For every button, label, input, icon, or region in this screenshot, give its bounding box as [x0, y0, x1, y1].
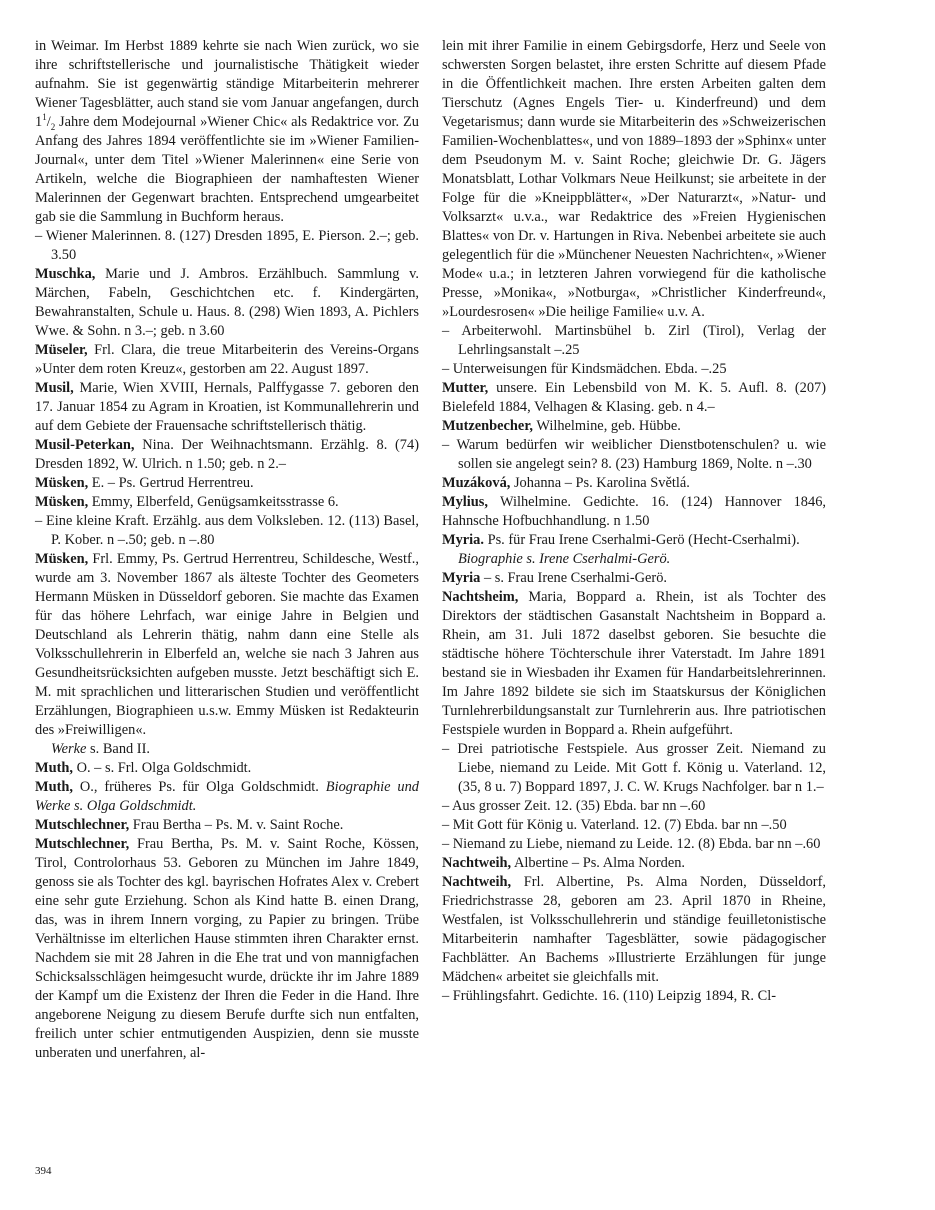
- entry-text: s. Band II.: [86, 741, 150, 757]
- entry-text: lein mit ihrer Familie in einem Gebirgsdorfe, Herz und Seele von schwersten Sorgen belastet, ihre ersten Schritte auf diesem Pfade in die Öffentlichkeit machen. Ihre ersten Arbeiten galten dem Tierschutz (Agnes Engels Tier- u. Kinderfreund) und dem Vegetarismus; dann wurde sie Mitarbeiterin des »Schweizerischen Familien-Wochenblattes«, und von 1889–1893 der »Sphinx« unter dem Pseudonym M. v. Saint Roche; gleichwie Dr. G. Jägers Monatsblatt, Lothar Volkmars Neue Heilkunst; sie arbeitete in der Folge für die »Kneippblätter«, »Der Naturarzt«, »Natur- und Volksarzt« u.v.a., war Redaktrice des »Freien Hygienischen Blattes« von Dr. v. Hartungen in Riva. Nebenbei arbeitete sie auch gelegentlich für die »Münchener Neuesten Nachrichten«, »Wiener Mode« u.a.; in letzteren Jahren vorwiegend für die katholische Presse, »Monika«, »Notburga«, »Christlicher Kinderfreund«, »Lourdesrosen« »Die heilige Familie« u.v. A.: [442, 38, 826, 320]
- entry-text: – Unterweisungen für Kindsmädchen. Ebda. –.25: [442, 361, 727, 377]
- entry-text: O. – s. Frl. Olga Goldschmidt.: [72, 760, 252, 776]
- entry-heading: Müsken,: [35, 551, 89, 567]
- entry-text: Frau Bertha, Ps. M. v. Saint Roche, Kössen, Tirol, Controlorhaus 53. Geboren zu München im Jahre 1849, genoss sie als Tochter des kgl. bayrischen Hofrates Alex v. Crebert eine sehr gute Erziehung. Schon als Kind hatte B. einen Drang, das, was in ihrem Innern vorging, zu Papier zu bringen. Trübe Verhältnisse im elterlichen Hause stimmten ihren Charakter ernst. Nachdem sie mit 28 Jahren in die Ehe trat und von mannigfachen Schicksalsschlägen heimgesucht wurde, drückte ihr im Jahre 1889 der Kampf um die Existenz der Ihren die Feder in die Hand. Ihre angeborene Neigung zu diesem Berufe durfte sich nun entfalten, freilich unter schier entmutigenden Auspizien, denn sie musste unberaten und unerfahren, al-: [35, 836, 419, 1061]
- entry-paragraph: [35, 37, 419, 227]
- left-column: [35, 37, 419, 1063]
- entry-text: Frl. Albertine, Ps. Alma Norden, Düsseldorf, Friedrichstrasse 28, geboren am 23. April 1870 in Rheine, Westfalen, ist Volksschullehrerin und ständige feuilletonistische Mitarbeiterin namhafter Tagesblätter, sowie pädagogischer Fachblätter. An Bachems »Illustrierte Erzählungen für junge Mädchen« arbeitet sie gleichfalls mit.: [442, 874, 826, 985]
- entry-paragraph: [35, 265, 419, 341]
- entry-paragraph: [442, 531, 826, 550]
- entry-text: Wilhelmine, geb. Hübbe.: [533, 418, 681, 434]
- entry-heading: Musil-Peterkan,: [35, 437, 135, 453]
- bibliography-item: [442, 740, 826, 797]
- entry-heading: Müsken,: [35, 494, 89, 510]
- entry-text: Nina. Der Weihnachtsmann. Erzählg. 8. (74) Dresden 1892, W. Ulrich. n 1.50; geb. n 2.–: [35, 437, 419, 472]
- entry-paragraph: [442, 873, 826, 987]
- entry-text: unsere. Ein Lebensbild von M. K. 5. Aufl. 8. (207) Bielefeld 1884, Velhagen & Klasing. geb. n 4.–: [442, 380, 826, 415]
- entry-heading: Mutschlechner,: [35, 817, 130, 833]
- entry-heading: Nachtsheim,: [442, 589, 519, 605]
- entry-paragraph: [442, 588, 826, 740]
- entry-paragraph: [442, 37, 826, 322]
- entry-heading: Mutzenbecher,: [442, 418, 533, 434]
- entry-heading: Nachtweih,: [442, 855, 512, 871]
- entry-text: in Weimar. Im Herbst 1889 kehrte sie nach Wien zurück, wo sie ihre schriftstellerische und journalistische Thätigkeit wieder aufnahm. Sie ist gegenwärtig ständige Mitarbeiterin mehrerer Wiener Tagesblätter, auch stand sie vom Januar angefangen, durch 1: [35, 38, 419, 130]
- bibliography-item: [442, 436, 826, 474]
- bibliography-item: [442, 835, 826, 854]
- entry-paragraph: [442, 854, 826, 873]
- entry-text: Frl. Emmy, Ps. Gertrud Herrentreu, Schildesche, Westf., wurde am 3. November 1867 als älteste Tochter des Geometers Hermann Müsken in Düsseldorf geboren. Sie machte das Examen für das höhere Lehrfach, war einige Jahre in Belgien und Deutschland als Lehrerin thätig, nahm dann eine Stelle als Volksschullehrerin in Elberfeld an, welche sie nach 3 Jahren aus Gesundheitsrücksichten aufgeben musste. Jetzt beschäftigt sich E. M. mit sprachlichen und litterarischen Studien und veröffentlicht Erzählungen, Biographieen u.s.w. Emmy Müsken ist Redakteurin des »Freiwilligen«.: [35, 551, 419, 738]
- entry-text: – Wiener Malerinnen. 8. (127) Dresden 1895, E. Pierson. 2.–; geb. 3.50: [35, 228, 419, 263]
- page-number: 394: [35, 1165, 52, 1177]
- entry-paragraph: [35, 550, 419, 740]
- entry-paragraph: [442, 550, 826, 569]
- entry-text: – Eine kleine Kraft. Erzählg. aus dem Volksleben. 12. (113) Basel, P. Kober. n –.50; geb. n –.80: [35, 513, 419, 548]
- entry-paragraph: [35, 436, 419, 474]
- entry-text: Biographie s. Irene Cserhalmi-Gerö.: [458, 551, 671, 567]
- entry-text: /: [46, 114, 51, 130]
- entry-text: 1: [42, 112, 47, 123]
- entry-paragraph: [442, 569, 826, 588]
- right-column: [442, 37, 826, 1006]
- entry-text: Frau Bertha – Ps. M. v. Saint Roche.: [129, 817, 344, 833]
- entry-text: Biographie und Werke s. Olga Goldschmidt.: [35, 779, 419, 814]
- entry-paragraph: [35, 816, 419, 835]
- entry-heading: Muth,: [35, 779, 73, 795]
- entry-text: – Niemand zu Liebe, niemand zu Leide. 12. (8) Ebda. bar nn –.60: [442, 836, 821, 852]
- entry-text: Albertine – Ps. Alma Norden.: [511, 855, 686, 871]
- entry-text: – Arbeiterwohl. Martinsbühel b. Zirl (Tirol), Verlag der Lehrlingsanstalt –.25: [442, 323, 826, 358]
- entry-paragraph: [442, 493, 826, 531]
- entry-heading: Mutschlechner,: [35, 836, 130, 852]
- entry-heading: Mutter,: [442, 380, 489, 396]
- entry-heading: Muschka,: [35, 266, 96, 282]
- entry-heading: Musil,: [35, 380, 74, 396]
- entry-paragraph: [35, 474, 419, 493]
- entry-paragraph: [35, 493, 419, 512]
- entry-text: – s. Frau Irene Cserhalmi-Gerö.: [480, 570, 667, 586]
- bibliography-item: [35, 512, 419, 550]
- entry-paragraph: [35, 379, 419, 436]
- entry-heading: Muzáková,: [442, 475, 511, 491]
- bibliography-item: [35, 227, 419, 265]
- entry-heading: Müsken,: [35, 475, 89, 491]
- bibliography-item: [442, 987, 826, 1006]
- entry-heading: Müseler,: [35, 342, 88, 358]
- entry-text: E. – Ps. Gertrud Herrentreu.: [88, 475, 254, 491]
- entry-text: – Mit Gott für König u. Vaterland. 12. (7) Ebda. bar nn –.50: [442, 817, 787, 833]
- entry-heading: Nachtweih,: [442, 874, 512, 890]
- entry-paragraph: [35, 341, 419, 379]
- bibliography-item: [442, 797, 826, 816]
- entry-text: – Drei patriotische Festspiele. Aus grosser Zeit. Niemand zu Liebe, niemand zu Leide. Mit Gott f. König u. Vaterland. 12, (35, 8 u. 7) Boppard 1897, J. C. W. Krugs Nachfolger. bar n 1.–: [442, 741, 826, 795]
- entry-paragraph: [35, 835, 419, 1063]
- entry-paragraph: [35, 759, 419, 778]
- entry-heading: Mylius,: [442, 494, 488, 510]
- entry-heading: Myria: [442, 570, 481, 586]
- entry-paragraph: [442, 379, 826, 417]
- entry-heading: Myria.: [442, 532, 484, 548]
- entry-text: Marie, Wien XVIII, Hernals, Palffygasse 7. geboren den 17. Januar 1854 zu Agram in Kroatien, ist Kommunallehrerin und auf dem Gebiete der Frauensache schriftstellerisch thätig.: [35, 380, 419, 434]
- entry-paragraph: [35, 778, 419, 816]
- entry-text: Marie und J. Ambros. Erzählbuch. Sammlung v. Märchen, Fabeln, Geschichtchen etc. f. Kindergärten, Bewahranstalten, Schule u. Haus. 8. (298) Wien 1893, A. Pichlers Wwe. & Sohn. n 3.–; geb. n 3.60: [35, 266, 419, 339]
- bibliography-item: [442, 360, 826, 379]
- entry-heading: Muth,: [35, 760, 73, 776]
- entry-paragraph: [35, 740, 419, 759]
- entry-text: Ps. für Frau Irene Cserhalmi-Gerö (Hecht-Cserhalmi).: [483, 532, 800, 548]
- entry-text: 2: [50, 121, 56, 132]
- entry-text: O., früheres Ps. für Olga Goldschmidt.: [72, 779, 326, 795]
- entry-paragraph: [442, 417, 826, 436]
- entry-text: Jahre dem Modejournal »Wiener Chic« als Redaktrice vor. Zu Anfang des Jahres 1894 veröffentlichte sie im »Wiener Familien-Journal«, unter dem Titel »Wiener Malerinnen« eine Serie von Artikeln, welche die Biographieen der namhaftesten Wiener Malerinnen der Gegenwart brachten. Entsprechend umgearbeitet gab sie die Sammlung in Buchform heraus.: [35, 114, 419, 225]
- bibliography-item: [442, 816, 826, 835]
- entry-text: – Aus grosser Zeit. 12. (35) Ebda. bar nn –.60: [442, 798, 706, 814]
- entry-text: Johanna – Ps. Karolina Světlá.: [510, 475, 690, 491]
- entry-text: – Warum bedürfen wir weiblicher Dienstbotenschulen? u. wie sollen sie angelegt sein? 8. (23) Hamburg 1869, Nolte. n –.30: [442, 437, 826, 472]
- entry-paragraph: [442, 474, 826, 493]
- entry-text: Emmy, Elberfeld, Genügsamkeitsstrasse 6.: [88, 494, 339, 510]
- entry-text: Werke: [51, 741, 87, 757]
- bibliography-item: [442, 322, 826, 360]
- entry-text: Frl. Clara, die treue Mitarbeiterin des Vereins-Organs »Unter dem roten Kreuz«, gestorben am 22. August 1897.: [35, 342, 419, 377]
- entry-text: Maria, Boppard a. Rhein, ist als Tochter des Direktors der städtischen Gasanstalt Nachtsheim in Boppard a. Rhein, am 31. Juli 1872 daselbst geboren. Sie besuchte die städtische höhere Töchterschule ihrer Vaterstadt. Im Jahre 1891 bestand sie in Wiesbaden ihr Examen für Handarbeitslehrerinnen. Im Jahre 1892 bildete sie sich im Staatskursus der Königlichen Turnlehrerbildungsanstalt zur Turnlehrerin aus. Ihre patriotischen Festspiele wurden in Boppard a. Rhein aufgeführt.: [442, 589, 826, 738]
- entry-text: Wilhelmine. Gedichte. 16. (124) Hannover 1846, Hahnsche Hofbuchhandlung. n 1.50: [442, 494, 826, 529]
- entry-text: – Frühlingsfahrt. Gedichte. 16. (110) Leipzig 1894, R. Cl-: [442, 988, 776, 1004]
